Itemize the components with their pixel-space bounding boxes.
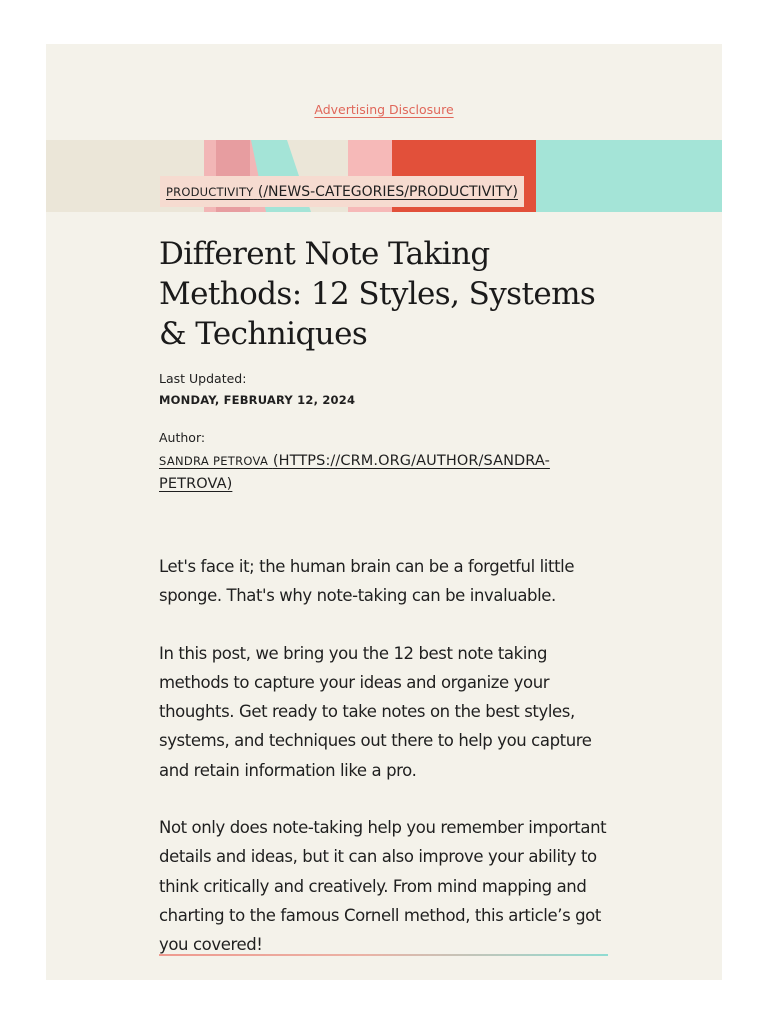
advertising-disclosure bbox=[46, 102, 722, 117]
author-name: SANDRA PETROVA bbox=[159, 454, 269, 468]
category-path: (/NEWS-CATEGORIES/PRODUCTIVITY) bbox=[257, 183, 518, 200]
article-paragraph: In this post, we bring you the 12 best note taking methods to capture your ideas and organize your thoughts. Get ready to take notes on the best styles, systems, and techniques out there to help you capture and retain information like a pro. bbox=[159, 643, 592, 780]
category-tag bbox=[160, 176, 524, 207]
last-updated-label: Last Updated: bbox=[159, 371, 247, 386]
category-name: PRODUCTIVITY bbox=[166, 184, 254, 199]
author-url: (HTTPS://CRM.ORG/AUTHOR/SANDRA-PETROVA) bbox=[159, 453, 550, 492]
section-divider bbox=[159, 954, 608, 956]
last-updated-date: MONDAY, FEBRUARY 12, 2024 bbox=[159, 393, 356, 407]
author-label: Author: bbox=[159, 430, 206, 445]
article-body bbox=[159, 552, 614, 980]
article-paragraph: Let's face it; the human brain can be a forgetful little sponge. That's why note-taking can be invaluable. bbox=[159, 557, 575, 606]
article-page bbox=[46, 44, 722, 980]
article-paragraph: Not only does note-taking help you remember important details and ideas, but it can also improve your ability to think critically and creatively. From mind mapping and charting to the famous Cornell method, this article’s got you covered! bbox=[159, 818, 607, 955]
advertising-disclosure-link[interactable]: Advertising Disclosure bbox=[314, 102, 454, 117]
category-link[interactable] bbox=[166, 184, 518, 200]
banner-teal-block bbox=[536, 140, 722, 212]
article-title: Different Note Taking Methods: 12 Styles, Systems & Techniques bbox=[159, 236, 596, 352]
author-byline bbox=[159, 450, 579, 496]
author-link[interactable] bbox=[159, 453, 550, 492]
